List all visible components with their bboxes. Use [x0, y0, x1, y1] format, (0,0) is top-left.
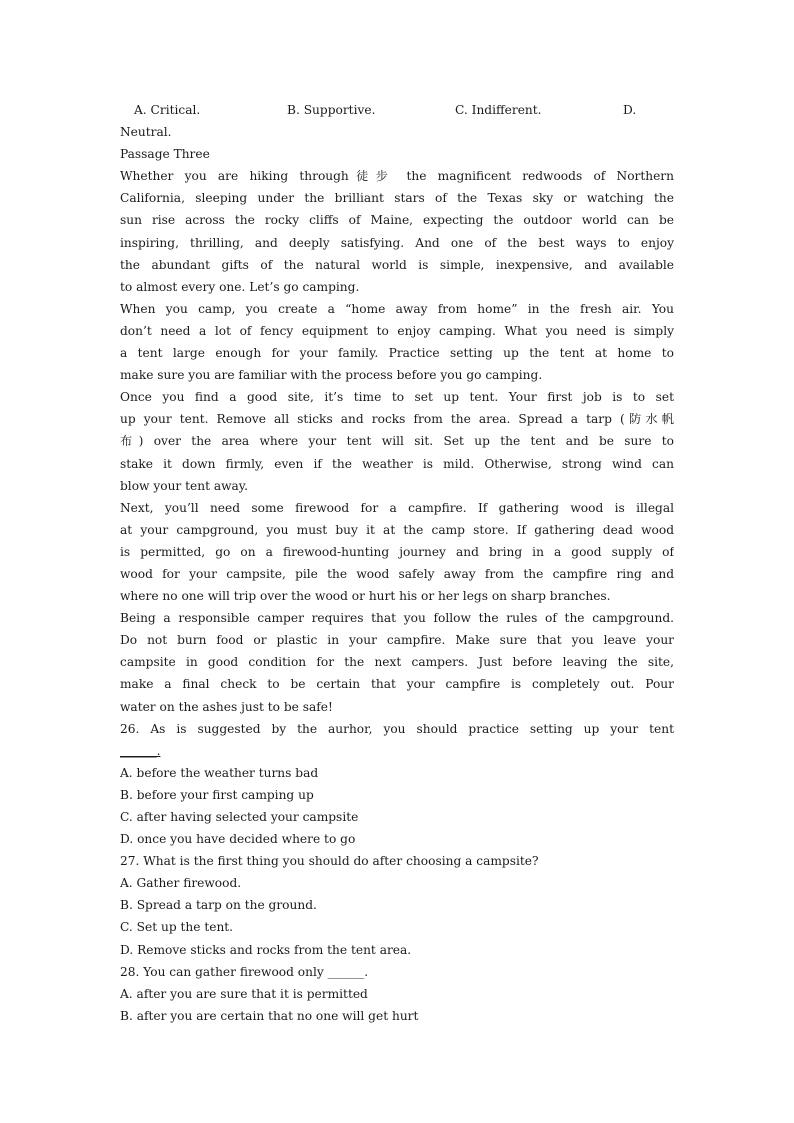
text-line: water on the ashes just to be safe! — [120, 699, 333, 714]
answer-option: B. before your first camping up — [120, 787, 314, 802]
answer-option: A. before the weather turns bad — [120, 765, 319, 780]
paragraph-3 — [120, 386, 674, 496]
question-26 — [120, 718, 674, 851]
text-line: blow your tent away. — [120, 478, 248, 493]
answer-blank: ______. — [120, 743, 161, 758]
text-line: California, sleeping under the brilliant stars of the Texas sky or watching the — [120, 191, 674, 206]
text-line: is permitted, go on a firewood-hunting journey and bring in a good supply of — [120, 544, 674, 559]
paragraph-4 — [120, 497, 674, 607]
text-line: wood for your campsite, pile the wood safely away from the campfire ring and — [120, 566, 674, 581]
text-line: make sure you are familiar with the process before you go camping. — [120, 368, 543, 383]
document-content — [120, 99, 674, 1027]
text-line: Being a responsible camper requires that you follow the rules of the campground. — [120, 611, 674, 626]
text-line: a tent large enough for your family. Practice setting up the tent at home to — [120, 346, 674, 361]
q25-option-d-text: Neutral. — [120, 125, 172, 140]
question-27 — [120, 850, 674, 960]
text-line: stake it down firmly, even if the weather is mild. Otherwise, strong wind can — [120, 456, 674, 471]
text-line: sun rise across the rocky cliffs of Maine, expecting the outdoor world can be — [120, 213, 674, 228]
text-line: to almost every one. Let’s go camping. — [120, 279, 360, 294]
q25-option-a: A. Critical. — [134, 103, 201, 117]
q25-option-d: D. — [623, 103, 637, 117]
question-stem: 28. You can gather firewood only ______. — [120, 964, 369, 979]
text-line: 布) over the area where your tent will sit. Set up the tent and be sure to — [120, 434, 674, 449]
text-line: Whether you are hiking through徒步 the magnificent redwoods of Northern — [120, 169, 674, 184]
text-line: don’t need a lot of fency equipment to enjoy camping. What you need is simply — [120, 323, 674, 338]
text-line: Next, you’ll need some firewood for a campfire. If gathering wood is illegal — [120, 500, 674, 515]
q25-option-c: C. Indifferent. — [455, 103, 542, 117]
text-line: up your tent. Remove all sticks and rocks from the area. Spread a tarp (防水帆 — [120, 412, 674, 427]
passage-title: Passage Three — [120, 147, 210, 162]
text-line: Do not burn food or plastic in your campfire. Make sure that you leave your — [120, 633, 674, 648]
q25-options — [120, 99, 674, 121]
answer-option: D. Remove sticks and rocks from the tent area. — [120, 942, 412, 957]
text-line: campsite in good condition for the next campers. Just before leaving the site, — [120, 655, 674, 670]
question-28 — [120, 961, 674, 1027]
text-line: at your campground, you must buy it at the camp store. If gathering dead wood — [120, 522, 674, 537]
text-line: the abundant gifts of the natural world is simple, inexpensive, and available — [120, 257, 674, 272]
text-line: make a final check to be certain that your campfire is completely out. Pour — [120, 677, 674, 692]
paragraph-5 — [120, 607, 674, 717]
answer-option: A. Gather firewood. — [120, 876, 242, 891]
question-stem: 26. As is suggested by the aurhor, you should practice setting up your tent — [120, 721, 674, 736]
answer-option: D. once you have decided where to go — [120, 832, 356, 847]
text-line: Once you find a good site, it’s time to set up tent. Your first job is to set — [120, 390, 674, 405]
paragraph-2 — [120, 298, 674, 386]
answer-option: C. after having selected your campsite — [120, 810, 359, 824]
answer-option: A. after you are sure that it is permitted — [120, 986, 368, 1001]
text-line: When you camp, you create a “home away from home” in the fresh air. You — [120, 301, 674, 316]
text-line: inspiring, thrilling, and deeply satisfying. And one of the best ways to enjoy — [120, 235, 674, 250]
answer-option: B. after you are certain that no one will get hurt — [120, 1008, 419, 1023]
question-stem: 27. What is the first thing you should do after choosing a campsite? — [120, 854, 539, 869]
answer-option: B. Spread a tarp on the ground. — [120, 898, 317, 913]
answer-option: C. Set up the tent. — [120, 920, 234, 935]
paragraph-1 — [120, 165, 674, 298]
text-line: where no one will trip over the wood or hurt his or her legs on sharp branches. — [120, 589, 611, 604]
q25-option-b: B. Supportive. — [287, 103, 376, 117]
